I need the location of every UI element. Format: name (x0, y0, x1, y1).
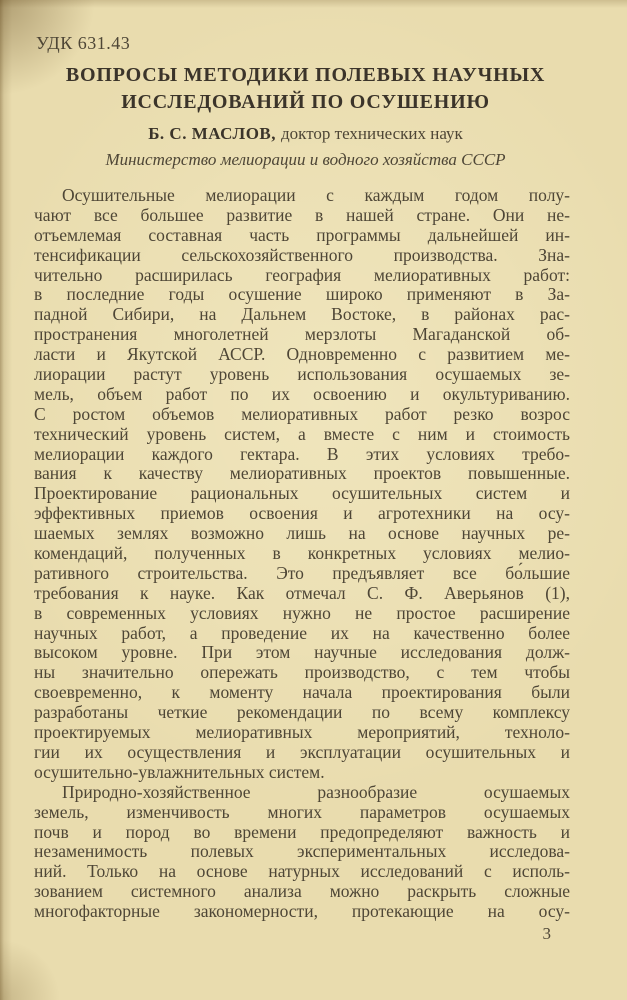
text-line: эффективных приемов освоения и агротехники на осу- (34, 503, 570, 524)
text-line: гии их осуществления и эксплуатации осушительных и (34, 741, 570, 762)
text-line: ласти и Якутской АССР. Одновременно с развитием ме- (34, 344, 570, 365)
article-body (34, 186, 570, 922)
text-line: шаемых землях возможно лишь на основе научных ре- (34, 523, 570, 544)
author-name: Б. С. МАСЛОВ, (148, 124, 277, 143)
text-line: вания к качеству мелиоративных проектов повышенные. (34, 463, 570, 484)
text-line: ний. Только на основе натурных исследований с исполь- (34, 861, 570, 882)
author-line (33, 124, 578, 144)
text-line: чительно расширилась география мелиоративных работ: (34, 264, 570, 285)
text-line: многофакторные закономерности, протекающие на осу- (34, 901, 570, 922)
text-line: комендаций, полученных в конкретных условиях мелио- (34, 543, 570, 564)
page-number: 3 (542, 924, 551, 943)
text-line: Осушительные мелиорации с каждым годом полу- (62, 185, 570, 205)
udc-classification-code: УДК 631.43 (36, 33, 131, 53)
text-line: в современных условиях нужно не простое расширение (34, 602, 570, 623)
text-line: лиорации растут уровень использования осушаемых зе- (34, 364, 570, 385)
text-line: Проектирование рациональных осушительных систем и (34, 483, 570, 504)
text-line: земель, изменчивость многих параметров осушаемых (34, 801, 570, 822)
article-title-line2: ИССЛЕДОВАНИЙ ПО ОСУШЕНИЮ (121, 91, 490, 113)
text-line: пространения многолетней мерзлоты Магаданской об- (34, 324, 570, 345)
text-line: научных работ, а проведение их на качественно более (34, 622, 570, 643)
text-line: падной Сибири, на Дальнем Востоке, в районах рас- (34, 304, 570, 325)
paragraph-2 (34, 783, 570, 922)
text-line: С ростом объемов мелиоративных работ резко возрос (34, 403, 570, 424)
text-line: в последние годы осушение широко применяют в За- (34, 284, 570, 305)
text-line: требования к науке. Как отмечал С. Ф. Аверьянов (1), (34, 582, 570, 603)
text-line: чают все большее развитие в нашей стране. Они не- (34, 204, 570, 225)
text-line: высоком уровне. При этом научные исследования долж- (34, 642, 570, 663)
text-line: технический уровень систем, а вместе с ним и стоимость (34, 423, 570, 444)
paragraph-1 (34, 186, 570, 783)
author-affiliation: Министерство мелиорации и водного хозяйства СССР (105, 150, 506, 169)
author-degree: доктор технических наук (281, 124, 463, 143)
text-line: незаменимость полевых экспериментальных исследова- (34, 841, 570, 862)
text-line: проектируемых мелиоративных мероприятий, техноло- (34, 722, 570, 743)
text-line: ративного строительства. Это предъявляет все бо́льшие (34, 562, 570, 583)
article-title-line1: ВОПРОСЫ МЕТОДИКИ ПОЛЕВЫХ НАУЧНЫХ (65, 64, 546, 86)
text-line: разработаны четкие рекомендации по всему комплексу (34, 702, 570, 723)
text-line: отъемлемая составная часть программы дальнейшей ин- (34, 224, 570, 245)
text-line: ны значительно опережать производство, с тем чтобы (34, 662, 570, 683)
text-line: зованием системного анализа можно раскрыть сложные (34, 881, 570, 902)
text-line: осушительно-увлажнительных систем. (34, 761, 325, 782)
text-line: Природно-хозяйственное разнообразие осушаемых (62, 781, 570, 802)
text-line: почв и пород во времени предопределяют важность и (34, 821, 570, 842)
text-line: мелиорации каждого гектара. В этих условиях требо- (34, 443, 570, 464)
article-title (33, 62, 578, 116)
text-line: тенсификации сельскохозяйственного производства. Зна- (34, 244, 570, 265)
text-line: мель, объем работ по их освоению и окультуриванию. (34, 383, 570, 404)
text-line: своевременно, к моменту начала проектирования были (34, 682, 570, 703)
